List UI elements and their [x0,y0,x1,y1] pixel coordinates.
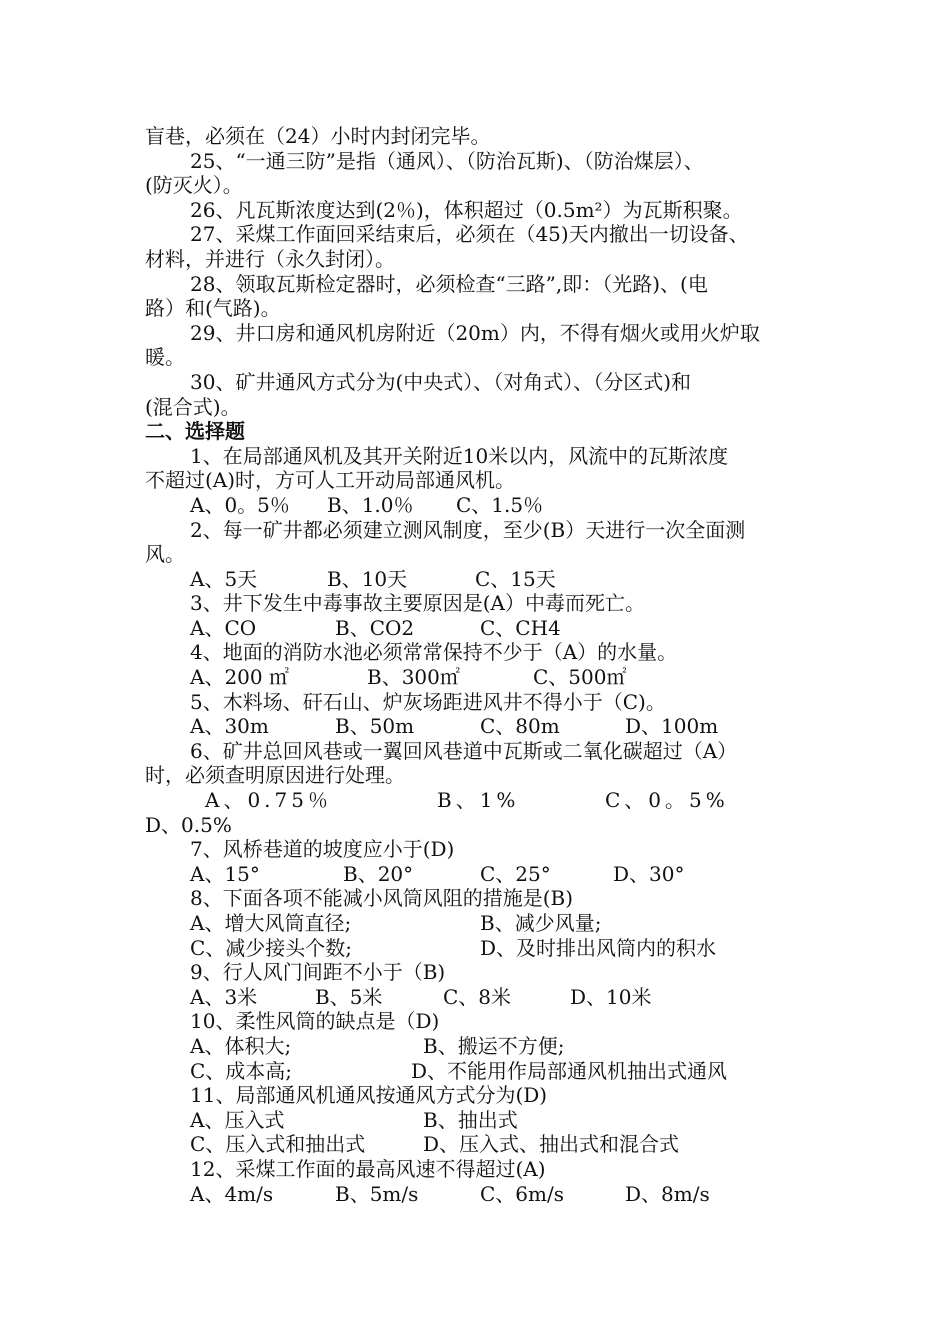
question-4-options [145,665,815,690]
option: C、80m [480,714,560,739]
question-1-options [145,493,815,518]
question-4: 4、地面的消防水池必须常常保持不少于（A）的水量。 [190,640,678,665]
fill-in-item-30: 30、矿井通风方式分为(中央式）、（对角式）、（分区式)和 [190,369,692,394]
fill-in-item-25: 25、“一通三防”是指（通风）、（防治瓦斯)、（防治煤层）、 [190,148,704,173]
question-11-options-row-2 [145,1132,815,1157]
question-8-options-row-1 [145,911,815,936]
option: D、100m [625,714,719,739]
question-1: 1、在局部通风机及其开关附近10米以内，风流中的瓦斯浓度 [190,443,729,468]
question-5-options [145,714,815,739]
option: B、10天 [327,566,408,591]
option: B、5米 [315,984,383,1009]
question-5: 5、木料场、矸石山、炉灰场距进风井不得小于（C)。 [190,689,666,714]
option: A、0。5％ [190,492,290,517]
option: B、抽出式 [423,1107,518,1132]
option: C、6m/s [480,1181,564,1206]
option: A、5天 [190,566,258,591]
question-10-options-row-1 [145,1034,815,1059]
fill-in-item-30-cont: (混合式)。 [145,394,241,419]
option: B、50m [335,714,415,739]
option: C、15天 [475,566,556,591]
question-2: 2、每一矿井都必须建立测风制度，至少(B）天进行一次全面测 [190,517,746,542]
fill-in-item-28: 28、领取瓦斯检定器时，必须检查“三路”,即：（光路)、(电 [190,271,708,296]
question-3: 3、井下发生中毒事故主要原因是(A）中毒而死亡。 [190,591,645,616]
question-2-cont: 风。 [145,542,185,567]
option: B、减少风量; [480,911,602,935]
fill-in-item-29: 29、井口房和通风机房附近（20m）内，不得有烟火或用火炉取 [190,320,760,345]
section-title: 二、选择题 [145,419,245,444]
option: B、CO2 [335,615,415,640]
question-8: 8、下面各项不能减小风筒风阻的措施是(B) [190,886,574,911]
option: B、搬运不方便; [423,1033,565,1058]
question-3-options [145,616,815,641]
option: C、25° [480,861,551,886]
option: D、8m/s [625,1181,710,1206]
question-9: 9、行人风门间距不小于（B) [190,960,446,985]
question-6: 6、矿井总回风巷或一翼回风巷道中瓦斯或二氧化碳超过（A） [190,738,738,763]
document-body [145,124,815,1206]
option: C、500㎡ [533,665,627,690]
option: A、15° [190,861,260,886]
question-8-options-row-2 [145,936,815,961]
option: C、CH4 [480,615,561,640]
fill-in-item-26: 26、凡瓦斯浓度达到(2％)，体积超过（0.5m²）为瓦斯积聚。 [190,197,743,222]
option: C、压入式和抽出式 [190,1132,366,1157]
question-10: 10、柔性风筒的缺点是（D) [190,1009,440,1034]
question-6-overflow-option: D、0.5% [145,812,232,837]
question-7-options [145,862,815,887]
option: B、300㎡ [367,665,460,690]
question-12-options [145,1182,815,1207]
question-11: 11、局部通风机通风按通风方式分为(D) [190,1083,548,1108]
option: D、10米 [570,984,652,1009]
option: A、体积大; [190,1033,292,1058]
question-6-options [145,788,815,813]
option: D、不能用作局部通风机抽出式通风 [411,1058,728,1083]
fill-in-item-24-tail: 盲巷，必须在（24）小时内封闭完毕。 [145,124,491,148]
question-12: 12、采煤工作面的最高风速不得超过(A) [190,1156,546,1181]
option: A、增大风筒直径; [190,911,352,935]
question-1-cont: 不超过(A)时，方可人工开动局部通风机。 [145,468,516,493]
option: B、20° [343,861,414,886]
fill-in-item-27-cont: 材料，并进行（永久封闭）。 [145,246,395,271]
option: A、压入式 [190,1107,285,1132]
option: B、1% [437,788,520,813]
option: C、成本高; [190,1058,293,1083]
option: A、CO [190,615,257,640]
fill-in-item-28-cont: 路）和(气路)。 [145,296,281,321]
question-6-cont: 时，必须查明原因进行处理。 [145,763,405,788]
question-7: 7、风桥巷道的坡度应小于(D) [190,837,455,862]
option: D、及时排出风筒内的积水 [480,935,717,960]
option: A、200 ㎡ [190,665,289,690]
option: A、3米 [190,984,258,1009]
option: A、4m/s [190,1181,274,1206]
option: C、减少接头个数; [190,935,353,960]
fill-in-item-25-cont: (防灭火）。 [145,173,243,198]
option: D、压入式、抽出式和混合式 [423,1132,680,1157]
option: C、1.5％ [456,492,544,517]
question-9-options [145,985,815,1010]
option: B、1.0％ [327,492,414,517]
question-11-options-row-1 [145,1108,815,1133]
question-10-options-row-2 [145,1059,815,1084]
fill-in-item-27: 27、采煤工作面回采结束后，必须在（45)天内撤出一切设备、 [190,222,749,247]
option: C、8米 [443,984,512,1009]
fill-in-item-29-cont: 暖。 [145,345,185,370]
option: D、30° [613,861,685,886]
option: B、5m/s [335,1181,419,1206]
question-2-options [145,567,815,592]
option: A、30m [190,714,269,739]
option: A、0.75％ [205,788,332,813]
option: C、0。5% [605,788,729,813]
